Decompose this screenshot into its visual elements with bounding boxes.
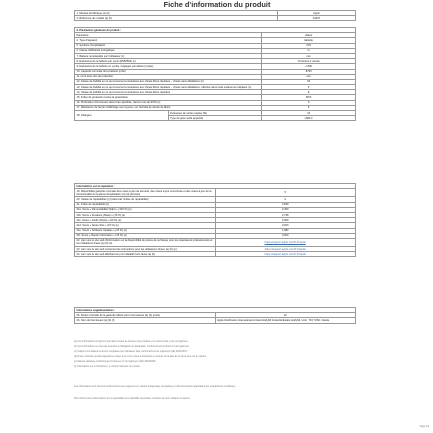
row-label: 9. Endurance de la batterie en cycles / réglages par défaut (cycles) — [75, 64, 262, 69]
row-value: tablette — [262, 38, 356, 43]
row-label: 10. Capacité nominale de la batterie (mAh) — [75, 69, 262, 74]
footnote: (a) Ces informations ne figurent pas dans la base de données des produits et ne doivent pas y être enregistrées. — [74, 341, 189, 343]
footnote: (e) Valeurs calculées conformément à l'annexe IV du règlement (UE) 2023/1669. — [74, 361, 156, 363]
row-value: ≥ 800 — [262, 64, 356, 69]
row-label: 21a. Score « Démontabilité (Sdpt) » (120 %) (e) — [75, 207, 216, 212]
row-label: 20. Classe de réparabilité (c) (Calcul de l'indice de réparabilité) — [75, 197, 216, 202]
row-value: non — [262, 74, 356, 79]
row-label: 22. Lien vers le site web d'information sur la disponibilité de pièces de rechange pour les réparateurs professionnels et les utilisateurs finaux (a) (b) (e) — [75, 238, 216, 246]
row-label: Paramètre — [75, 33, 262, 38]
row-value: 0 — [262, 100, 356, 105]
prices-link[interactable]: https://support.apple.com/fr-fr/repair — [215, 252, 356, 257]
row-label: 26. Nom du fournisseur (a) (b) (f) — [75, 318, 216, 323]
row-label: 21e. Score « Software Updates » (15 %) (e) — [75, 228, 216, 233]
row-label: 13. Classe de fiabilité en ce qui concerne la résistance aux chutes libres répétées – chutes sans défaillance, effectué dans l'état entièrement déplacé (n) — [75, 85, 262, 90]
row-value: non — [262, 53, 356, 58]
row-label: 2. Référence du modèle (a) (b) — [75, 16, 278, 21]
row-value: 13 heures 0 minute — [262, 59, 356, 64]
table-row — [75, 238, 356, 246]
row-value: 2,748 — [215, 212, 356, 217]
footnote: (f) Informations sur le fournisseur, y compris l'adresse de contact. — [74, 366, 141, 368]
table-row — [75, 189, 356, 197]
row-value: 0,000 — [215, 233, 356, 238]
table-row — [75, 16, 356, 21]
row-label: 11. Limit avec don de protection — [75, 74, 262, 79]
charger-sub-label: Puissance de sortie requise (W) — [168, 111, 262, 116]
charger-label: 18. Chargeur — [75, 111, 169, 121]
row-value: A2467 — [278, 16, 356, 21]
row-label: 14. Classe de fiabilité en ce qui concerne la résistance aux chutes libres répétées — [75, 90, 262, 95]
row-value: IP0X — [262, 95, 356, 100]
repair-table — [74, 183, 356, 257]
row-label: 5. Système d'exploitation — [75, 43, 262, 48]
row-label: 24. Lien vers le site web affichant les prix indicatifs hors taxes (a) (b) — [75, 252, 216, 257]
page-number: Page 1/1 — [419, 426, 429, 428]
charger-sub-value: 15 — [262, 111, 356, 116]
row-value: Valeur — [262, 33, 356, 38]
row-value: C — [215, 197, 356, 202]
table-row — [75, 252, 356, 257]
row-label: 6. Classe d'efficacité énergétique — [75, 48, 262, 53]
table-row — [75, 318, 356, 323]
row-value: G — [262, 48, 356, 53]
row-label: 25. Durée minimale de la garantie offerte par le fournisseur (a) (b) (mois) — [75, 313, 216, 318]
spare-parts-link[interactable]: https://support.apple.com/fr-fr/repair — [215, 238, 356, 246]
footnote: (d) Durée minimale pendant laquelle les mises à jour sont mises à disposition à compter de la date de fin de la mise sur le marché. — [74, 356, 207, 358]
section-heading: Informations supplémentaires : — [75, 308, 356, 313]
supplier-address: Apple Distribution International Limited Hollyhill Industrial Estate Hollyhill, Cork, T23 YK84, Irlande — [215, 318, 356, 323]
row-label: 15. Indice de protection contre la pénétration — [75, 95, 262, 100]
row-label: 7. Batterie remplaçable par l'utilisateur (c) — [75, 53, 262, 58]
row-value: 54 — [262, 79, 356, 84]
row-value: 8730 — [262, 69, 356, 74]
section-heading: 3. Paramètres généraux du produit : — [75, 28, 356, 33]
row-value: iOS — [262, 43, 356, 48]
section-heading: Informations sur la réparation : — [75, 184, 356, 189]
row-value: 3,400 — [215, 207, 356, 212]
row-value: 3,000 — [215, 218, 356, 223]
footnote: Ces informations sont fournies conformément aux exigences en matière d'étiquetage énergétique et d'écoconception applicables aux smartphones et tablettes. — [74, 386, 236, 388]
charger-sub-value: USB-C — [262, 116, 356, 121]
additional-info-table — [74, 307, 356, 324]
row-label: 4. Type d'appareil — [75, 38, 262, 43]
row-value: 2,840 — [215, 202, 356, 207]
page-title: Fiche d'information du produit — [163, 0, 271, 9]
row-label: 17. Résistance de l'écran d'affichage aux rayures, sur l'échelle de dureté de Mohs — [75, 105, 262, 110]
row-label: 19. Disponibilité garantie minimale des mises à jour de sécurité, des mises à jour correctives et des mises à jour de la fonctionnalité du système d'exploitation (a) (d) (années) — [75, 189, 216, 197]
row-value: 1,983 — [215, 228, 356, 233]
row-label: 21d. Score « Spare Part » (15 %) (e) — [75, 223, 216, 228]
row-label: 21. Indice de réparabilité (e) — [75, 202, 216, 207]
row-value: F — [262, 85, 356, 90]
row-value: E — [262, 90, 356, 95]
footnote: Pour obtenir plus d'informations sur la réparabilité et la durabilité du produit, consultez les liens indiqués ci-dessus. — [74, 398, 191, 400]
footnote: (b) Ces informations ne sont pas soumises à l'obligation de déclaration, conformément à l'article 14 du règlement. — [74, 346, 190, 348]
row-value: Apple — [278, 11, 356, 16]
row-label: 8. Endurance de la batterie par cycle (EN50564) (c) — [75, 59, 262, 64]
row-value: 12 — [215, 313, 356, 318]
row-label: 23. Lien vers le site web contenant les instructions pour les utilisateurs finaux (a) (b) (e) — [75, 247, 216, 252]
row-label: 21f. Score « Repair Information » (15 %) (e) — [75, 233, 216, 238]
row-value: 5 — [215, 189, 356, 197]
footnote: (c) Indiquer si la batterie peut être remplacée par l'utilisateur final, conformément au règlement (UE) 2023/1670. — [74, 351, 188, 353]
product-info-sheet — [74, 0, 360, 433]
model-table — [74, 10, 356, 21]
row-label: 12. Classe de fiabilité en ce qui concerne la résistance aux chutes libres répétées – chutes sans défaillance (n) — [75, 79, 262, 84]
row-value: 6 — [262, 105, 356, 110]
row-label: 1. Marque de fabrique (a) (b) — [75, 11, 278, 16]
instructions-link[interactable]: https://support.apple.com/fr-fr/guide — [215, 247, 356, 252]
row-value: 0,000 — [215, 223, 356, 228]
charger-sub-label: Type de prise (côté appareil) — [168, 116, 262, 121]
row-label: 21c. Score « Outils (Stool) » (20 %) (e) — [75, 218, 216, 223]
row-label: 21b. Score « Fixations (Sfast) » (15 %) (e) — [75, 212, 216, 217]
row-label: 16. Profondeur d'immersion dans l'eau spécifiée, dans le cas de IPx8 (m) — [75, 100, 262, 105]
general-parameters-table — [74, 27, 356, 121]
